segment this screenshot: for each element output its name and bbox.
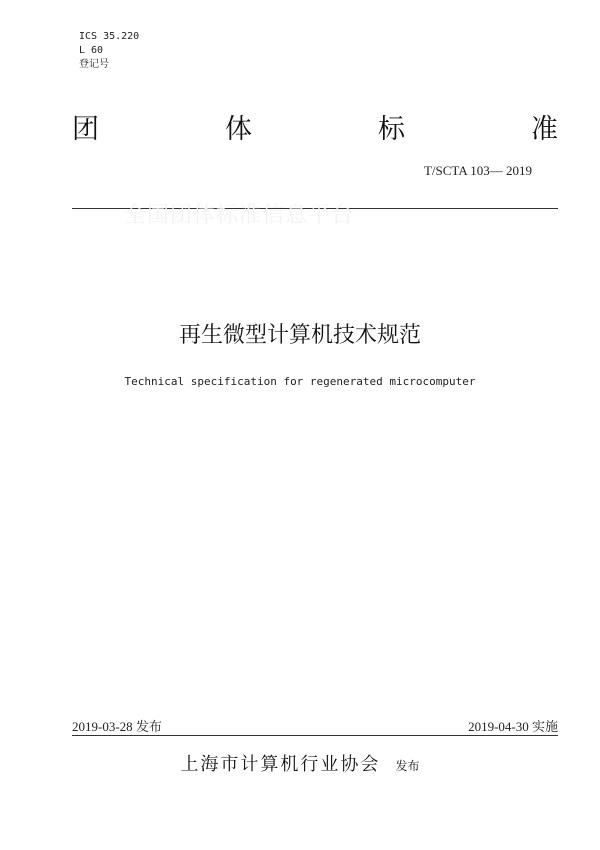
doc-type-char-1: 团 <box>72 113 99 145</box>
publisher-organization: 上海市计算机行业协会 <box>180 754 381 775</box>
publisher-label: 发布 <box>395 759 420 773</box>
title-chinese: 再生微型计算机技术规范 <box>178 323 421 348</box>
standard-number: T/SCTA 103— 2019 <box>423 163 532 178</box>
classification-codes <box>79 30 139 72</box>
document-type-heading <box>72 108 558 144</box>
ccs-code: L 60 <box>79 45 104 56</box>
bottom-divider <box>72 735 558 736</box>
doc-type-char-3: 标 <box>378 113 405 145</box>
doc-type-char-4: 准 <box>531 113 558 145</box>
publisher-line <box>0 750 600 776</box>
implementation-date: 2019-04-30 实施 <box>468 719 558 734</box>
doc-type-char-2: 体 <box>225 113 252 145</box>
title-english: Technical specification for regenerated microcomputer <box>124 375 476 388</box>
watermark: 全国团体标准信息平台 <box>124 203 355 228</box>
ics-code: ICS 35.220 <box>79 31 140 42</box>
registration-label: 登记号 <box>79 59 109 70</box>
issue-date: 2019-03-28 发布 <box>72 719 162 734</box>
